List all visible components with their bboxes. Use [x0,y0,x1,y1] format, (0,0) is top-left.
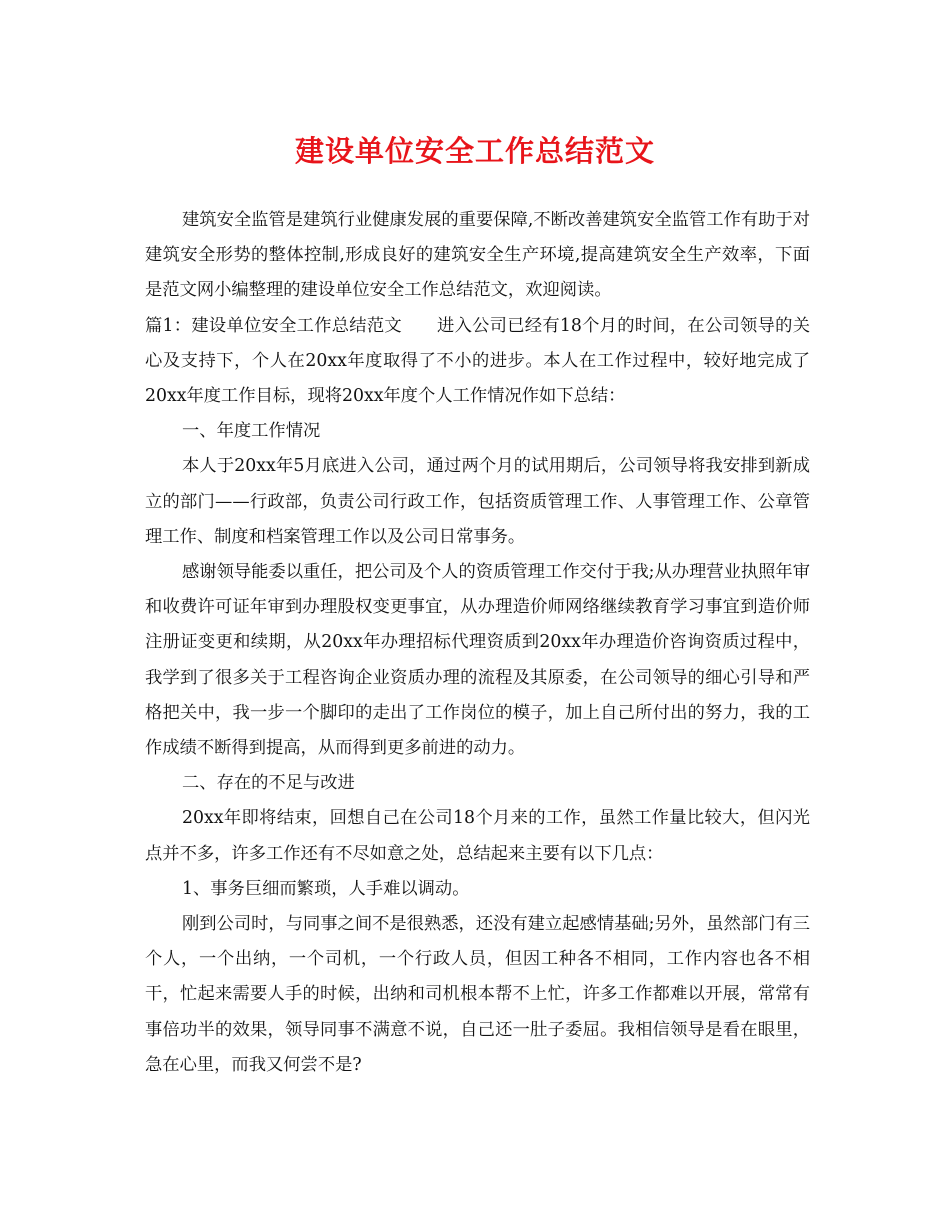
section-heading-annual-work: 一、年度工作情况 [182,421,321,442]
document-title: 建设单位安全工作总结范文 [294,134,655,168]
list-item-heading: 1、事务巨细而繁琐，人手难以调动。 [182,878,470,899]
body-paragraph: 本人于20xx年5月底进入公司，通过两个月的试用期后，公司领导将我安排到新成立的部门——行政部，负责公司行政工作，包括资质管理工作、人事管理工作、公章管理工作、制度和档案管理工作以及公司日常事务。 [145,456,810,547]
body-paragraph: 20xx年即将结束，回想自己在公司18个月来的工作，虽然工作量比较大，但闪光点并不多，许多工作还有不尽如意之处，总结起来主要有以下几点： [145,808,810,864]
section-heading-shortcomings: 二、存在的不足与改进 [182,773,355,794]
body-paragraph: 刚到公司时，与同事之间不是很熟悉，还没有建立起感情基础;另外，虽然部门有三个人，一个出纳，一个司机，一个行政人员，但因工种各不相同，工作内容也各不相干，忙起来需要人手的时候，出纳和司机根本帮不上忙，许多工作都难以开展，常常有事倍功半的效果，领导同事不满意不说，自己还一肚子委屈。我相信领导是看在眼里，急在心里，而我又何尝不是? [145,914,810,1075]
section-paragraph: 篇1：建设单位安全工作总结范文 进入公司已经有18个月的时间，在公司领导的关心及支持下，个人在20xx年度取得了不小的进步。本人在工作过程中，较好地完成了20xx年度工作目标，现将20xx年度个人工作情况作如下总结： [145,315,810,407]
body-paragraph: 感谢领导能委以重任，把公司及个人的资质管理工作交付于我;从办理营业执照年审和收费许可证年审到办理股权变更事宜，从办理造价师网络继续教育学习事宜到造价师注册证变更和续期，从20xx年办理招标代理资质到20xx年办理造价咨询资质过程中，我学到了很多关于工程咨询企业资质办理的流程及其原委，在公司领导的细心引导和严格把关中，我一步一个脚印的走出了工作岗位的模子，加上自己所付出的努力，我的工作成绩不断得到提高，从而得到更多前进的动力。 [145,562,810,759]
intro-paragraph: 建筑安全监管是建筑行业健康发展的重要保障,不断改善建筑安全监管工作有助于对建筑安全形势的整体控制,形成良好的建筑安全生产环境,提高建筑安全生产效率，下面是范文网小编整理的建设单位安全工作总结范文，欢迎阅读。 [145,210,810,301]
document-body [145,203,810,1083]
